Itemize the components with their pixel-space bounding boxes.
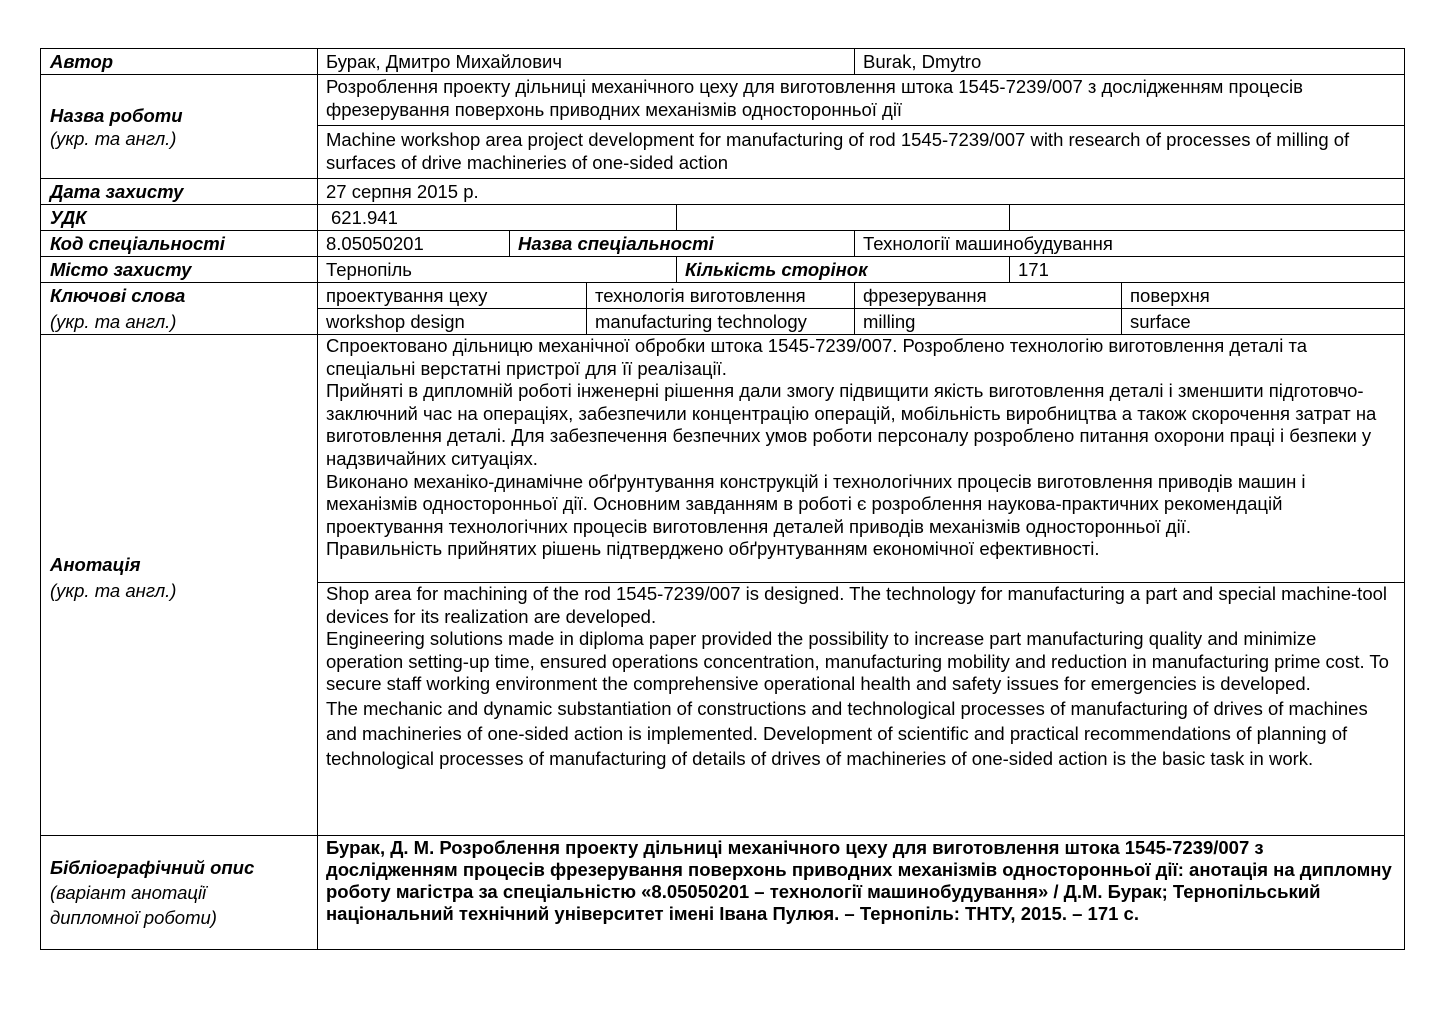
- city-value: Тернопіль: [318, 257, 677, 283]
- defense-date-value: 27 серпня 2015 р.: [318, 179, 1405, 205]
- pages-value: 171: [1010, 257, 1405, 283]
- annotation-en-paragraph: Engineering solutions made in diploma paper provided the possibility to increase part manufacturing quality and minimize operation setting-up time, ensured operations concentration, manufacturing mobility and reduction in manufacturing prime cost. To secure staff working environment the comprehensive operational health and safety issues for emergencies is developed.: [326, 628, 1389, 694]
- title-sublabel: (укр. та англ.): [50, 127, 177, 149]
- pages-label: Кількість сторінок: [677, 257, 1010, 283]
- specialty-code: 8.05050201: [318, 231, 510, 257]
- annotation-row-uk: [41, 335, 1405, 583]
- specialty-row: [41, 231, 1405, 257]
- title-label: Назва роботи: [50, 104, 183, 126]
- udc-empty-cell-1: [677, 205, 1010, 231]
- title-row-uk: [41, 75, 1405, 126]
- specialty-name-label: Назва спеціальності: [510, 231, 855, 257]
- author-name-uk: Бурак, Дмитро Михайлович: [318, 49, 855, 75]
- annotation-uk-cell: [318, 335, 1405, 583]
- title-en: Machine workshop area project development for manufacturing of rod 1545-7239/007 with research of processes of milling of surfaces of drive machineries of one-sided action: [318, 126, 1405, 179]
- title-label-cell: [41, 75, 318, 179]
- author-name-en: Burak, Dmytro: [855, 49, 1405, 75]
- keywords-row-uk: [41, 283, 1405, 309]
- title-uk: Розроблення проекту дільниці механічного цеху для виготовлення штока 1545-7239/007 з дослідженням процесів фрезерування поверхонь приводних механізмів односторонньої дії: [318, 75, 1405, 126]
- annotation-label: Анотація: [50, 553, 141, 575]
- keywords-label: Ключові слова: [50, 285, 186, 306]
- bibliography-sublabel-1: (варіант анотації: [50, 882, 207, 903]
- author-row: [41, 49, 1405, 75]
- specialty-code-label: Код спеціальності: [41, 231, 318, 257]
- specialty-name: Технології машинобудування: [855, 231, 1405, 257]
- udc-value: 621.941: [318, 205, 677, 231]
- bibliography-text: Бурак, Д. М. Розроблення проекту дільниці механічного цеху для виготовлення штока 1545-7239/007 з дослідженням процесів фрезерування поверхонь приводних механізмів односторонньої дії: анотація на дипломну роботу магістра за спеціальністю «8.05050201 – технології машинобудування» / Д.М. Бурак; Тернопільський національний технічний університет імені Івана Пулюя. – Тернопіль: ТНТУ, 2015. – 171 с.: [318, 836, 1405, 950]
- annotation-uk-paragraph: Прийняті в дипломній роботі інженерні рішення дали змогу підвищити якість виготовлення деталі і зменшити підготовчо-заключний час на операціях, забезпечили концентрацію операцій, мобільність виробництва а також скорочення затрат на виготовлення деталі. Для забезпечення безпечних умов роботи персоналу розроблено питання охорони праці і безпеки у надзвичайних ситуаціях.: [326, 380, 1377, 469]
- annotation-uk-paragraph: Правильність прийнятих рішень підтверджено обґрунтуванням економічної ефективності.: [326, 538, 1100, 560]
- keyword-uk: технологія виготовлення: [587, 283, 855, 309]
- annotation-en-paragraph: Shop area for machining of the rod 1545-7239/007 is designed. The technology for manufacturing a part and special machine-tool devices for its realization are developed.: [326, 583, 1388, 627]
- udc-empty-cell-2: [1010, 205, 1405, 231]
- defense-date-row: [41, 179, 1405, 205]
- annotation-uk-paragraph: Виконано механіко-динамічне обґрунтування конструкцій і технологічних процесів виготовлення приводів машин і механізмів односторонньої дії. Основним завданням в роботі є розроблення наукова-практичних рекомендацій проектування технологічних процесів виготовлення деталей приводів механізмів односторонньої дії.: [326, 470, 1306, 537]
- annotation-sheet: [40, 48, 1404, 950]
- city-label: Місто захисту: [41, 257, 318, 283]
- annotation-en-paragraph: The mechanic and dynamic substantiation of constructions and technological processes of manufacturing of drives of machines and machineries of one-sided action is implemented. Development of scientific and practical recommendations of planning of technological processes of manufacturing of details of drives of machineries of one-sided action is the basic task in work.: [326, 697, 1368, 769]
- keyword-en: surface: [1122, 309, 1405, 335]
- bibliography-label: Бібліографічний опис: [50, 857, 255, 878]
- keyword-en: workshop design: [318, 309, 587, 335]
- keyword-uk: фрезерування: [855, 283, 1122, 309]
- city-row: [41, 257, 1405, 283]
- keyword-en: milling: [855, 309, 1122, 335]
- keywords-sublabel: (укр. та англ.): [50, 311, 177, 332]
- keyword-uk: проектування цеху: [318, 283, 587, 309]
- udc-label: УДК: [41, 205, 318, 231]
- keyword-en: manufacturing technology: [587, 309, 855, 335]
- keywords-label-cell: [41, 283, 318, 335]
- defense-date-label: Дата захисту: [41, 179, 318, 205]
- author-label: Автор: [41, 49, 318, 75]
- thesis-info-table: [40, 48, 1405, 950]
- bibliography-label-cell: [41, 836, 318, 950]
- bibliography-row: [41, 836, 1405, 950]
- bibliography-sublabel-2: дипломної роботи): [50, 907, 217, 928]
- annotation-uk-paragraph: Спроектовано дільницю механічної обробки штока 1545-7239/007. Розроблено технологію виготовлення деталі та спеціальні верстатні пристрої для її реалізації.: [326, 335, 1308, 379]
- udc-row: [41, 205, 1405, 231]
- annotation-sublabel: (укр. та англ.): [50, 579, 177, 601]
- keyword-uk: поверхня: [1122, 283, 1405, 309]
- annotation-en-cell: [318, 583, 1405, 836]
- annotation-label-cell: [41, 335, 318, 836]
